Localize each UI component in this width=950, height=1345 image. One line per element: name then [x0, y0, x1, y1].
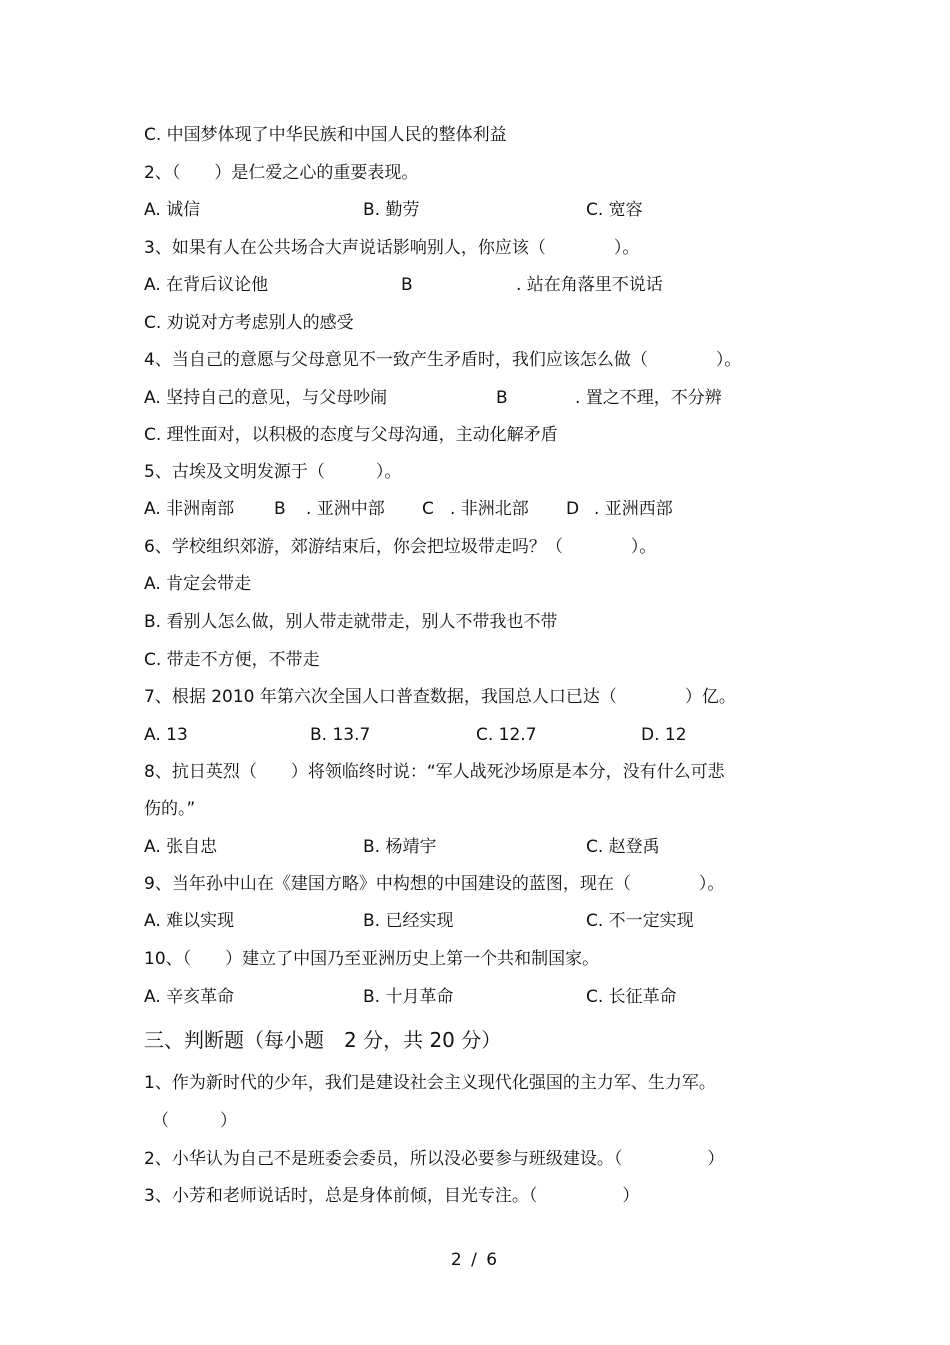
- q10-option-a: A. 辛亥革命: [144, 987, 235, 1007]
- q9-option-c: C. 不一定实现: [586, 911, 694, 931]
- question-10: 10、（ ）建立了中国乃至亚洲历史上第一个共和制国家。: [144, 949, 600, 969]
- q2-option-c: C. 宽容: [586, 200, 643, 220]
- q2-option-b: B. 勤劳: [363, 200, 420, 220]
- page-number: 2 / 6: [450, 1250, 500, 1270]
- q6-option-a: A. 肯定会带走: [144, 574, 252, 594]
- question-5: 5、古埃及文明发源于（ ）。: [144, 462, 402, 482]
- q5-option-b-text: . 亚洲中部: [306, 499, 385, 519]
- tf-question-2: 2、小华认为自己不是班委会委员，所以没必要参与班级建设。（ ）: [144, 1149, 725, 1169]
- question-6: 6、学校组织郊游，郊游结束后，你会把垃圾带走吗？（ ）。: [144, 537, 657, 557]
- q5-option-c-letter: C: [422, 499, 434, 519]
- q6-option-c: C. 带走不方便，不带走: [144, 650, 320, 670]
- tf-question-1: 1、作为新时代的少年，我们是建设社会主义现代化强国的主力军、生力军。: [144, 1073, 716, 1093]
- question-8-cont: 伤的。”: [144, 799, 196, 819]
- q5-option-c-text: . 非洲北部: [450, 499, 529, 519]
- section-3-title: 三、判断题（每小题 2 分，共 20 分）: [144, 1028, 502, 1052]
- q1-option-c: C. 中国梦体现了中华民族和中国人民的整体利益: [144, 125, 507, 145]
- q5-option-d-letter: D: [566, 499, 580, 519]
- q8-option-c: C. 赵登禹: [586, 837, 660, 857]
- q9-option-a: A. 难以实现: [144, 911, 235, 931]
- q7-option-a: A. 13: [144, 725, 188, 745]
- q4-option-a: A. 坚持自己的意见，与父母吵闹: [144, 388, 388, 408]
- q5-option-a: A. 非洲南部: [144, 499, 235, 519]
- question-4: 4、当自己的意愿与父母意见不一致产生矛盾时，我们应该怎么做（ ）。: [144, 350, 742, 370]
- q3-option-a: A. 在背后议论他: [144, 275, 269, 295]
- q2-option-a: A. 诚信: [144, 200, 201, 220]
- q3-option-b-letter: B: [401, 275, 413, 295]
- q3-option-c: C. 劝说对方考虑别人的感受: [144, 313, 354, 333]
- q6-option-b: B. 看别人怎么做，别人带走就带走，别人不带我也不带: [144, 612, 558, 632]
- q7-option-d: D. 12: [641, 725, 687, 745]
- q10-option-b: B. 十月革命: [363, 987, 454, 1007]
- q7-option-c: C. 12.7: [476, 725, 537, 745]
- question-2: 2、（ ）是仁爱之心的重要表现。: [144, 163, 419, 183]
- q4-option-c: C. 理性面对，以积极的态度与父母沟通，主动化解矛盾: [144, 425, 558, 445]
- question-8: 8、抗日英烈（ ）将领临终时说：“军人战死沙场原是本分，没有什么可悲: [144, 762, 725, 782]
- tf-question-3: 3、小芳和老师说话时，总是身体前倾，目光专注。（ ）: [144, 1186, 640, 1206]
- question-9: 9、当年孙中山在《建国方略》中构想的中国建设的蓝图，现在（ ）。: [144, 874, 725, 894]
- question-7: 7、根据 2010 年第六次全国人口普查数据，我国总人口已达（ ）亿。: [144, 687, 736, 707]
- q10-option-c: C. 长征革命: [586, 987, 677, 1007]
- q3-option-b-text: . 站在角落里不说话: [516, 275, 663, 295]
- q8-option-a: A. 张自忠: [144, 837, 218, 857]
- q5-option-b-letter: B: [274, 499, 286, 519]
- q8-option-b: B. 杨靖宇: [363, 837, 437, 857]
- q4-option-b-text: . 置之不理，不分辨: [575, 388, 722, 408]
- q4-option-b-letter: B: [496, 388, 508, 408]
- q5-option-d-text: . 亚洲西部: [594, 499, 673, 519]
- tf-question-1-blank: （ ）: [152, 1111, 237, 1131]
- question-3: 3、如果有人在公共场合大声说话影响别人，你应该（ ）。: [144, 238, 640, 258]
- q9-option-b: B. 已经实现: [363, 911, 454, 931]
- q7-option-b: B. 13.7: [310, 725, 371, 745]
